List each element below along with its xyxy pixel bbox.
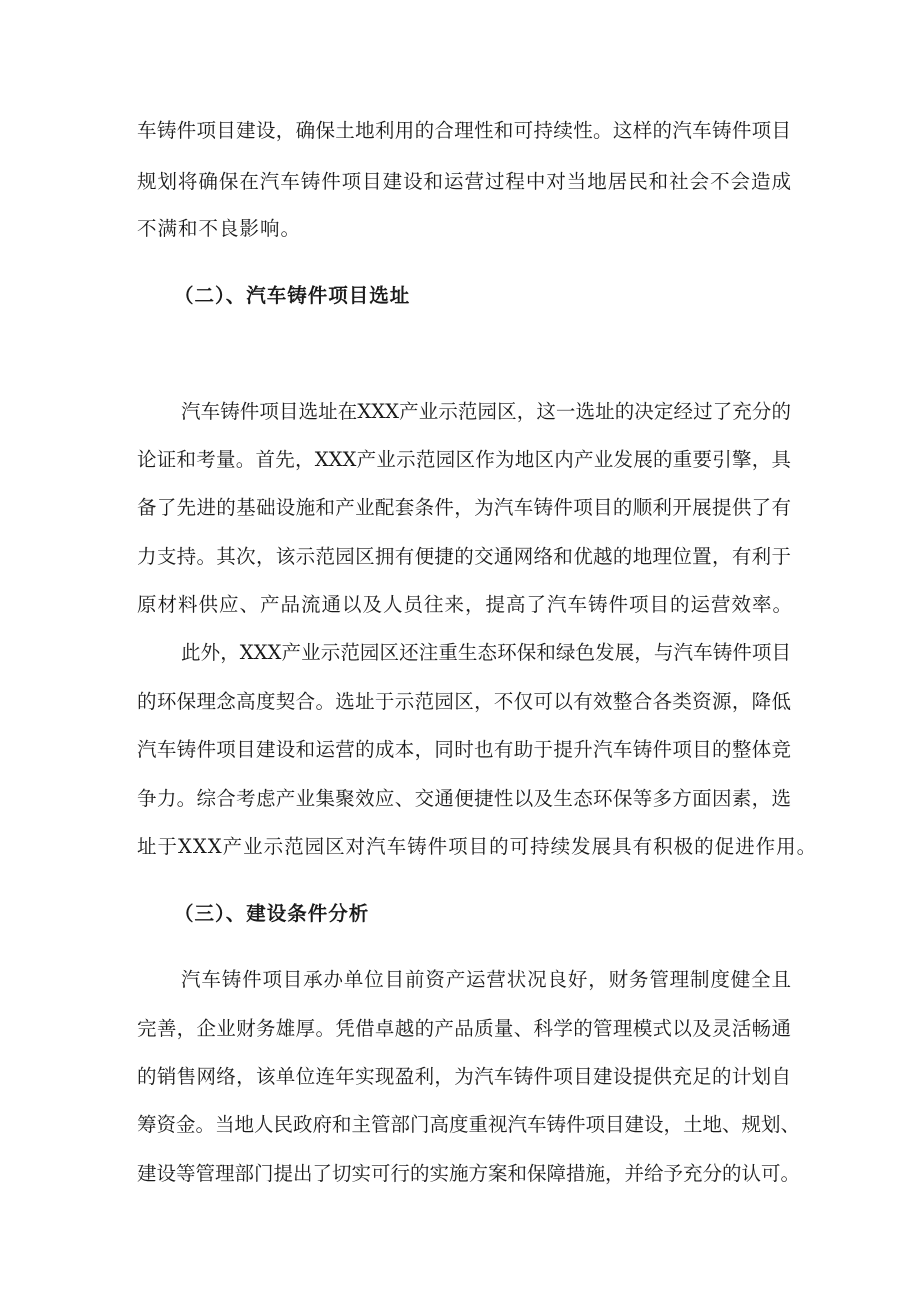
- section-2-para-1-line-3: 备了先进的基础设施和产业配套条件，为汽车铸件项目的顺利开展提供了有: [137, 496, 791, 519]
- section-2-para-1-line-1: 汽车铸件项目选址在XXX产业示范园区，这一选址的决定经过了充分的: [181, 400, 791, 423]
- section-2-para-2-line-4: 争力。综合考虑产业集聚效应、交通便捷性以及生态环保等多方面因素，选: [137, 787, 791, 810]
- section-2-para-1-line-5: 原材料供应、产品流通以及人员往来，提高了汽车铸件项目的运营效率。: [137, 593, 794, 616]
- section-3-para-1-line-2: 完善，企业财务雄厚。凭借卓越的产品质量、科学的管理模式以及灵活畅通: [137, 1017, 791, 1040]
- intro-line-3: 不满和不良影响。: [137, 217, 302, 240]
- section-2-para-2-line-2: 的环保理念高度契合。选址于示范园区，不仅可以有效整合各类资源，降低: [137, 690, 791, 713]
- intro-line-1: 车铸件项目建设，确保土地利用的合理性和可持续性。这样的汽车铸件项目: [137, 119, 791, 142]
- section-3-para-1-line-3: 的销售网络，该单位连年实现盈利，为汽车铸件项目建设提供充足的计划自: [137, 1065, 791, 1088]
- section-2-para-2-line-5: 址于XXX产业示范园区对汽车铸件项目的可持续发展具有积极的促进作用。: [137, 835, 818, 858]
- section-2-para-2-line-1: 此外，XXX产业示范园区还注重生态环保和绿色发展，与汽车铸件项目: [181, 641, 791, 664]
- section-2-para-2-line-3: 汽车铸件项目建设和运营的成本，同时也有助于提升汽车铸件项目的整体竞: [137, 738, 791, 761]
- section-2-heading: （二）、汽车铸件项目选址: [174, 284, 411, 307]
- section-3-para-1-line-5: 建设等管理部门提出了切实可行的实施方案和保障措施，并给予充分的认可。: [137, 1162, 801, 1185]
- section-3-para-1-line-4: 筹资金。当地人民政府和主管部门高度重视汽车铸件项目建设，土地、规划、: [137, 1113, 801, 1136]
- section-3-para-1-line-1: 汽车铸件项目承办单位目前资产运营状况良好，财务管理制度健全且: [181, 968, 791, 991]
- section-2-para-1-line-2: 论证和考量。首先，XXX产业示范园区作为地区内产业发展的重要引擎，具: [137, 448, 791, 471]
- intro-line-2: 规划将确保在汽车铸件项目建设和运营过程中对当地居民和社会不会造成: [137, 170, 791, 193]
- section-3-heading: （三）、建设条件分析: [174, 902, 370, 925]
- section-2-para-1-line-4: 力支持。其次，该示范园区拥有便捷的交通网络和优越的地理位置，有利于: [137, 545, 791, 568]
